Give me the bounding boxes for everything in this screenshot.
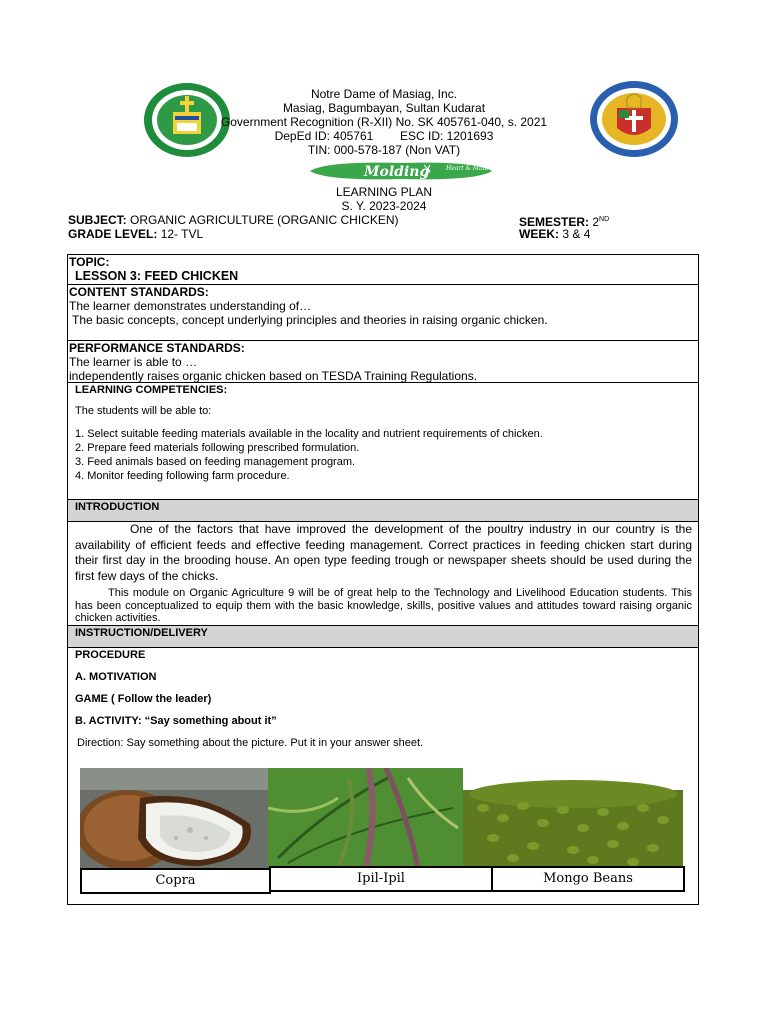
semester-sup: ND [599, 216, 610, 223]
week-row [519, 227, 590, 241]
competency-item: 1. Select suitable feeding materials available in the locality and nutrient requirements of chicken. [75, 428, 543, 440]
competency-item: 3. Feed animals based on feeding management program. [75, 456, 356, 468]
grade-label: GRADE LEVEL: [68, 227, 158, 241]
subject-value: ORGANIC AGRICULTURE (ORGANIC CHICKEN) [130, 213, 399, 227]
performance-standards-line1: The learner is able to … [69, 355, 198, 369]
competencies-intro: The students will be able to: [75, 405, 212, 417]
week-value: 3 & 4 [562, 227, 591, 241]
topic-label: TOPIC: [69, 255, 110, 269]
direction-text: Direction: Say something about the picture. Put it in your answer sheet. [77, 737, 424, 749]
molding-banner-logo [306, 161, 496, 181]
government-recognition: Government Recognition (R-XII) No. SK 405761-040, s. 2021 [220, 115, 548, 129]
grade-value: 12- TVL [160, 227, 204, 241]
banner-text: Molding [364, 164, 430, 180]
content-standards-line1: The learner demonstrates understanding of… [69, 299, 312, 313]
performance-standards-line2: independently raises organic chicken based on TESDA Training Regulations. [69, 369, 478, 383]
school-name: Notre Dame of Masiag, Inc. [310, 87, 458, 101]
subject-row [68, 213, 399, 227]
picture-caption: Copra [80, 868, 271, 894]
copra-photo [80, 768, 268, 868]
semester-label: SEMESTER: [519, 215, 590, 229]
procedure-label: PROCEDURE [75, 649, 146, 661]
introduction-header-bar [68, 500, 698, 521]
competency-item: 4. Monitor feeding following farm procedure. [75, 470, 290, 482]
subject-label: SUBJECT: [68, 213, 127, 227]
introduction-label: INTRODUCTION [75, 501, 160, 513]
competency-item: 2. Prepare feed materials following prescribed formulation. [75, 442, 360, 454]
grade-row [68, 227, 203, 241]
mongo-beans-photo [463, 768, 683, 868]
school-address: Masiag, Bagumbayan, Sultan Kudarat [282, 101, 486, 115]
semester-value: 2 [592, 215, 600, 229]
game-label: GAME ( Follow the leader) [75, 693, 212, 705]
content-standards-line2: The basic concepts, concept underlying principles and theories in raising organic chicken. [72, 313, 548, 327]
school-year: S. Y. 2023-2024 [341, 199, 427, 213]
competencies-label: LEARNING COMPETENCIES: [75, 384, 228, 396]
motivation-label: A. MOTIVATION [75, 671, 157, 683]
introduction-paragraph-1: One of the factors that have improved the development of the poultry industry in our country is the availability of efficient feeds and effective feeding management. Correct practices in feeding chicken start during their first day in the brooding house. An open type feeding trough or newspaper sheets should be used during the first few days of the chicks. [75, 522, 692, 583]
content-standards-label: CONTENT STANDARDS: [69, 285, 209, 299]
introduction-paragraph-2: This module on Organic Agriculture 9 will be of great help to the Technology and Livelihood Education students. This has been conceptualized to equip them with the basic knowledge, skills, positive values and attitudes toward raising organic chicken activities. [75, 587, 692, 624]
doc-title: LEARNING PLAN [335, 185, 433, 199]
tin-number: TIN: 000-578-187 (Non VAT) [307, 143, 461, 157]
banner-small-text: Heart & Mind [446, 165, 489, 172]
performance-standards-label: PERFORMANCE STANDARDS: [69, 341, 245, 355]
activity-label: B. ACTIVITY: “Say something about it” [75, 715, 277, 727]
ipil-ipil-photo [268, 768, 463, 868]
divider [67, 647, 699, 648]
week-label: WEEK: [519, 227, 559, 241]
deped-esc-ids: DepEd ID: 405761 ESC ID: 1201693 [274, 129, 494, 143]
instruction-label: INSTRUCTION/DELIVERY [75, 627, 208, 639]
picture-caption: Mongo Beans [491, 866, 685, 892]
picture-caption: Ipil-Ipil [269, 866, 493, 892]
lesson-title: LESSON 3: FEED CHICKEN [75, 269, 239, 283]
